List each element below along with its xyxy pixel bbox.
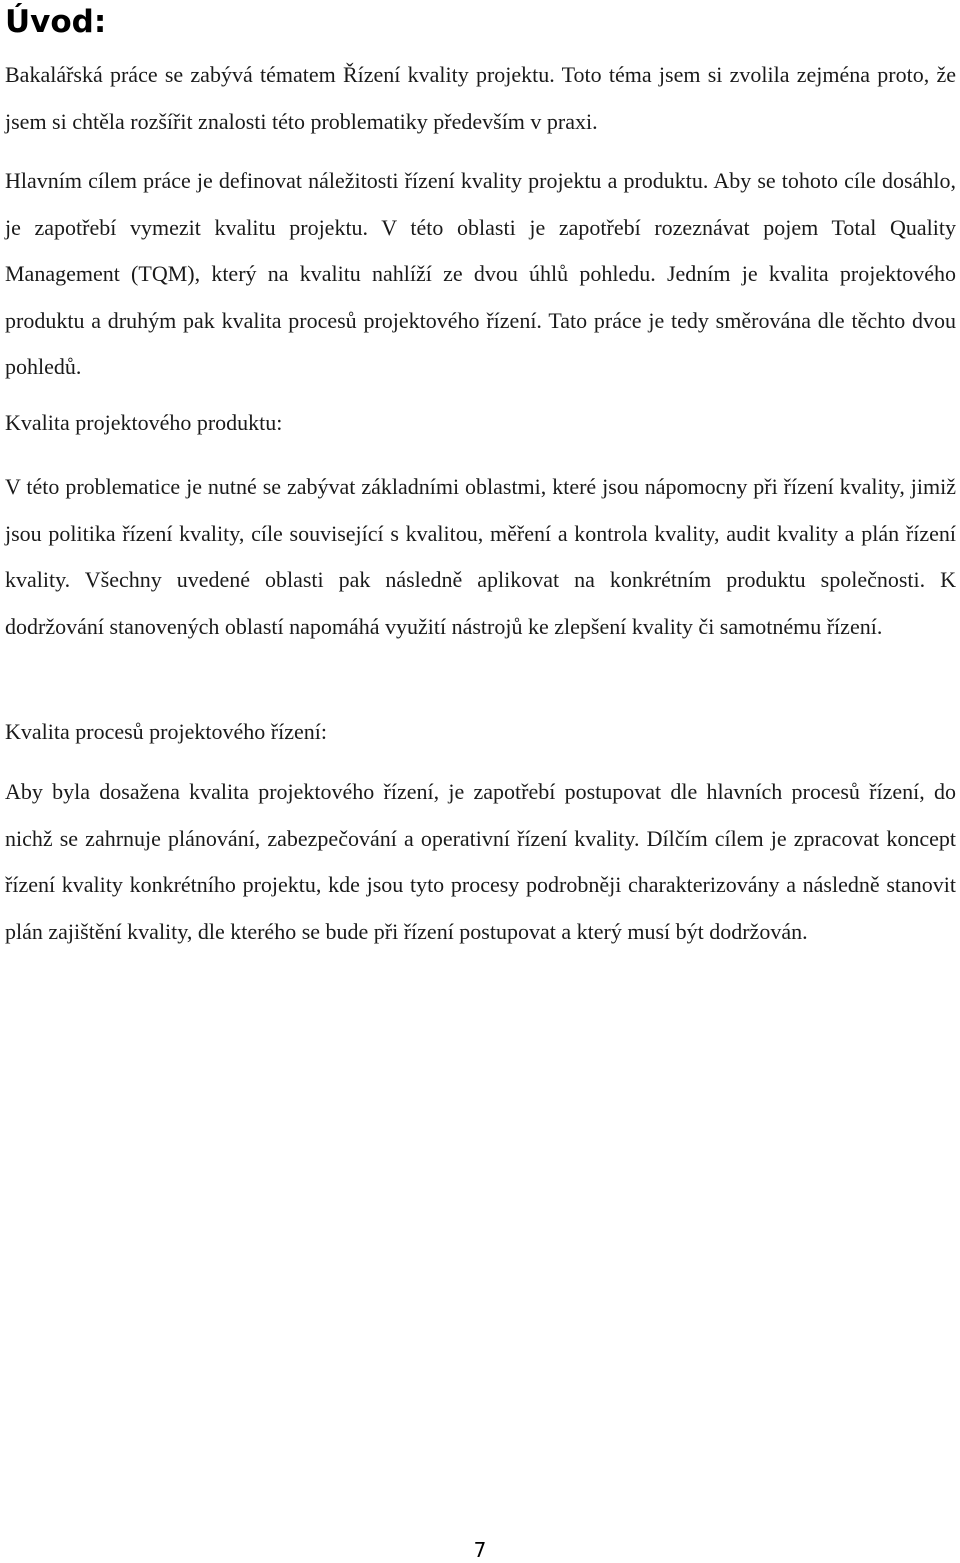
subheading-product-quality: Kvalita projektového produktu:	[5, 410, 283, 435]
subheading-process-quality: Kvalita procesů projektového řízení:	[5, 719, 327, 744]
paragraph-product-quality: V této problematice je nutné se zabývat základními oblastmi, které jsou nápomocny při řízení kvality, jimiž jsou politika řízení kvality, cíle související s kvalitou, měření a kontrola kvality, audit kvality a plán řízení kvality. Všechny uvedené oblasti pak následně aplikovat na konkrétním produktu společnosti. K dodržování stanovených oblastí napomáhá využití nástrojů ke zlepšení kvality či samotnému řízení.	[5, 474, 956, 639]
page-number: 7	[473, 1538, 487, 1562]
paragraph-main-goal: Hlavním cílem práce je definovat náležitosti řízení kvality projektu a produktu. Aby se tohoto cíle dosáhlo, je zapotřebí vymezit kvalitu projektu. V této oblasti je zapotřebí rozeznávat pojem Total Quality Management (TQM), který na kvalitu nahlíží ze dvou úhlů pohledu. Jedním je kvalita projektového produktu a druhým pak kvalita procesů projektového řízení. Tato práce je tedy směrována dle těchto dvou pohledů.	[5, 168, 956, 379]
page-title: Úvod:	[5, 4, 107, 40]
paragraph-process-quality: Aby byla dosažena kvalita projektového řízení, je zapotřebí postupovat dle hlavních procesů řízení, do nichž se zahrnuje plánování, zabezpečování a operativní řízení kvality. Dílčím cílem je zpracovat koncept řízení kvality konkrétního projektu, kde jsou tyto procesy podrobněji charakterizovány a následně stanovit plán zajištění kvality, dle kterého se bude při řízení postupovat a který musí být dodržován.	[5, 779, 956, 944]
paragraph-intro: Bakalářská práce se zabývá tématem Řízení kvality projektu. Toto téma jsem si zvolila zejména proto, že jsem si chtěla rozšířit znalosti této problematiky především v praxi.	[5, 62, 956, 134]
